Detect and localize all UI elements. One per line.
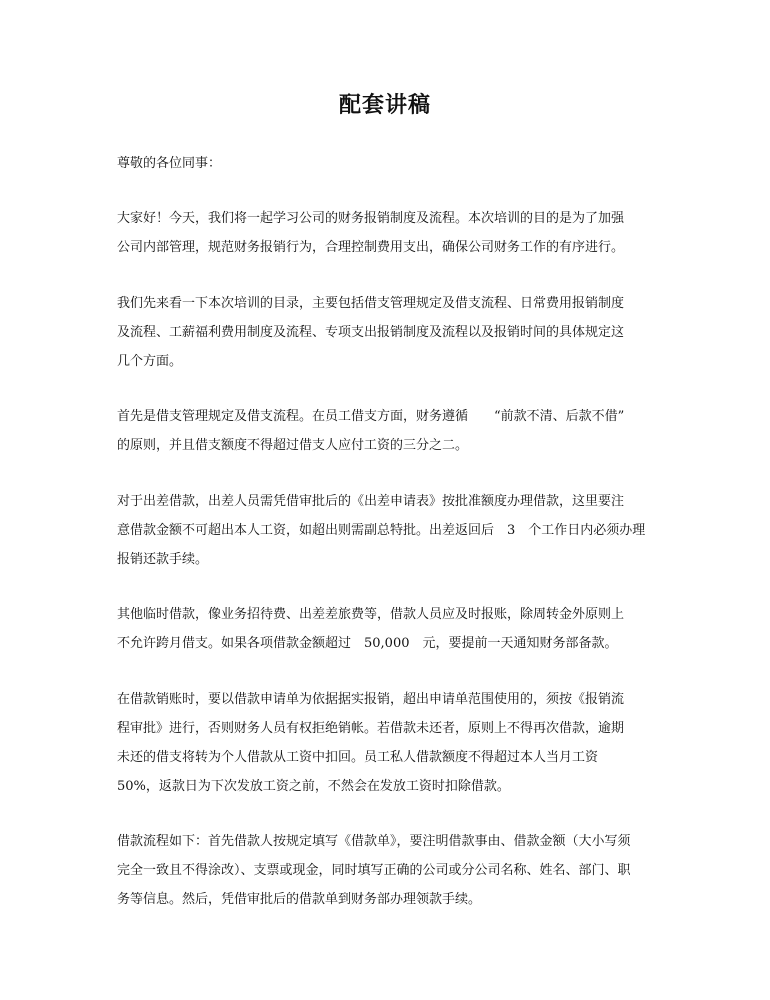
paragraph-line: 完全一致且不得涂改）、支票或现金，同时填写正确的公司或分公司名称、姓名、部门、职: [117, 863, 631, 878]
paragraph-line: 程审批》进行，否则财务人员有权拒绝销帐。若借款未还者，原则上不得再次借款，逾期: [117, 721, 625, 736]
paragraph-line: 意借款金额不可超出本人工资，如超出则需副总特批。出差返回后 3 个工作日内必须办理: [117, 523, 646, 538]
paragraph-line: 在借款销账时，要以借款申请单为依据据实报销，超出申请单范围使用的，须按《报销流: [117, 692, 625, 707]
paragraph-line: 大家好！今天，我们将一起学习公司的财务报销制度及流程。本次培训的目的是为了加强: [117, 211, 625, 226]
paragraph-line: 其他临时借款，像业务招待费、出差差旅费等，借款人员应及时报账，除周转金外原则上: [117, 607, 625, 622]
paragraph-line: 不允许跨月借支。如果各项借款金额超过 50,000 元，要提前一天通知财务部备款。: [117, 636, 618, 651]
paragraph-line: 公司内部管理，规范财务报销行为，合理控制费用支出，确保公司财务工作的有序进行。: [117, 240, 625, 255]
paragraph-line: 未还的借支将转为个人借款从工资中扣回。员工私人借款额度不得超过本人当月工资: [117, 750, 599, 765]
paragraph-line: 及流程、工薪福利费用制度及流程、专项支出报销制度及流程以及报销时间的具体规定这: [117, 325, 625, 340]
paragraph-line: 我们先来看一下本次培训的目录，主要包括借支管理规定及借支流程、日常费用报销制度: [117, 296, 625, 311]
paragraph-line: 几个方面。: [117, 354, 183, 369]
paragraph-line: 50%，返款日为下次发放工资之前，不然会在发放工资时扣除借款。: [117, 779, 510, 794]
document-title: 配套讲稿: [338, 92, 431, 118]
paragraph-line: 对于出差借款，出差人员需凭借审批后的《出差申请表》按批准额度办理借款，这里要注: [117, 494, 625, 509]
paragraph-line: 首先是借支管理规定及借支流程。在员工借支方面，财务遵循 “前款不清、后款不借”: [117, 409, 625, 424]
paragraph-line: 务等信息。然后，凭借审批后的借款单到财务部办理领款手续。: [117, 892, 482, 907]
paragraph-line: 借款流程如下：首先借款人按规定填写《借款单》，要注明借款事由、借款金额（大小写须: [117, 834, 631, 849]
paragraph-line: 的原则，并且借支额度不得超过借支人应付工资的三分之二。: [117, 438, 469, 453]
salutation: 尊敬的各位同事：: [117, 156, 222, 171]
paragraph-line: 报销还款手续。: [117, 552, 209, 567]
